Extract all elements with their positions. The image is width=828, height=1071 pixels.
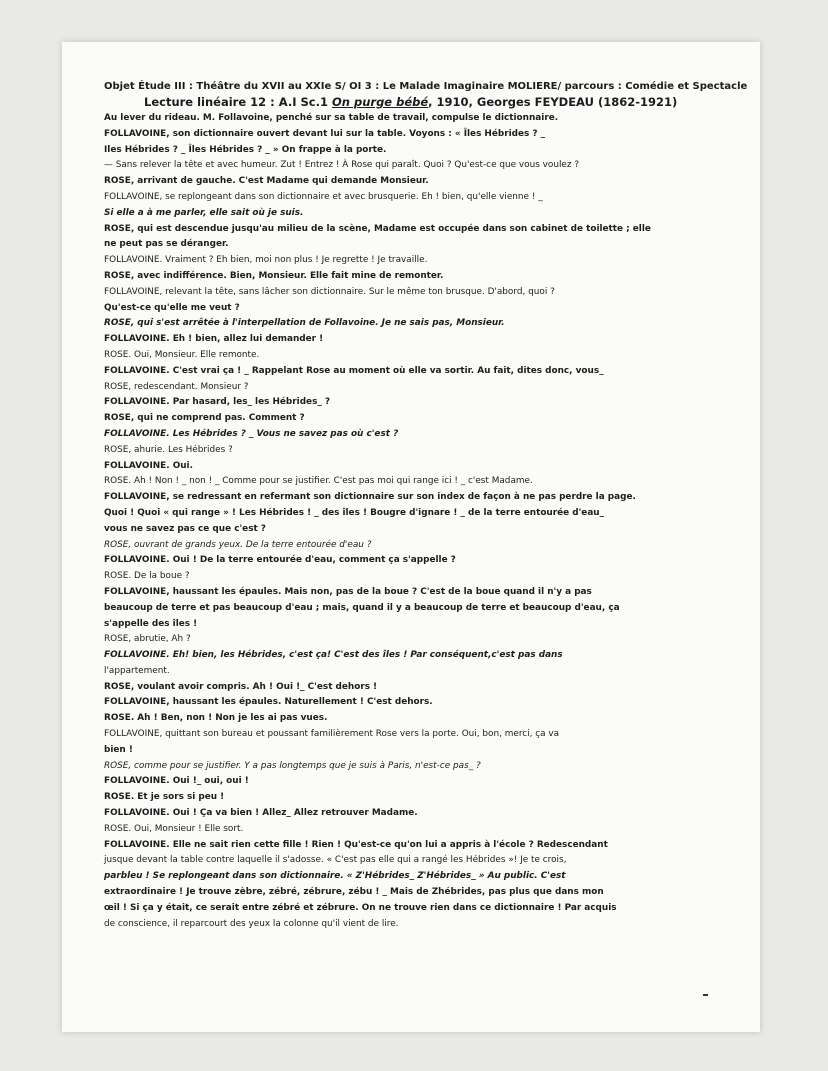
text-line: ROSE, voulant avoir compris. Ah ! Oui !_ C'est dehors ! bbox=[104, 681, 378, 692]
course-header: Objet Étude III : Théâtre du XVII au XXIe S/ OI 3 : Le Malade Imaginaire MOLIERE/ parcours : Comédie et Spectacle bbox=[104, 81, 748, 92]
text-line: FOLLAVOINE, se replongeant dans son dictionnaire et avec brusquerie. Eh ! bien, qu'elle vienne ! _ bbox=[104, 191, 543, 202]
text-line: FOLLAVOINE, relevant la tête, sans lâcher son dictionnaire. Sur le même ton brusque. D'abord, quoi ? bbox=[104, 286, 555, 297]
title-suffix: , 1910, Georges FEYDEAU (1862-1921) bbox=[428, 95, 678, 109]
text-line: ROSE. Oui, Monsieur. Elle remonte. bbox=[104, 349, 260, 360]
text-line: FOLLAVOINE. Oui !_ oui, oui ! bbox=[104, 776, 249, 787]
text-line: ROSE, avec indifférence. Bien, Monsieur. Elle fait mine de remonter. bbox=[104, 270, 444, 281]
text-line: FOLLAVOINE, haussant les épaules. Naturellement ! C'est dehors. bbox=[104, 697, 433, 708]
text-line: ROSE, comme pour se justifier. Y a pas longtemps que je suis à Paris, n'est-ce pas_ ? bbox=[104, 760, 481, 771]
text-line: ne peut pas se déranger. bbox=[104, 239, 229, 250]
text-line: ROSE. Oui, Monsieur ! Elle sort. bbox=[104, 823, 244, 834]
text-line: FOLLAVOINE. Elle ne sait rien cette fille ! Rien ! Qu'est-ce qu'on lui a appris à l'école ? Redescendant bbox=[104, 839, 608, 850]
text-line: ROSE, qui ne comprend pas. Comment ? bbox=[104, 413, 305, 424]
text-line: FOLLAVOINE, quittant son bureau et poussant familièrement Rose vers la porte. Oui, bon, merci, ça va bbox=[104, 729, 560, 740]
text-line: Au lever du rideau. M. Follavoine, penché sur sa table de travail, compulse le dictionnaire. bbox=[104, 113, 559, 123]
text-line: Quoi ! Quoi « qui range » ! Les Hébrides ! _ des îles ! Bougre d'ignare ! _ de la terre entourée d'eau_ bbox=[104, 507, 605, 518]
reading-title bbox=[144, 94, 710, 110]
text-line: FOLLAVOINE. Oui ! Ça va bien ! Allez_ Allez retrouver Madame. bbox=[104, 808, 418, 819]
text-line: s'appelle des îles ! bbox=[104, 618, 198, 629]
document-page bbox=[62, 42, 760, 1032]
title-prefix: Lecture linéaire 12 : A.I Sc.1 bbox=[144, 95, 328, 109]
text-line: FOLLAVOINE. C'est vrai ça ! _ Rappelant Rose au moment où elle va sortir. Au fait, dites donc, vous_ bbox=[104, 365, 604, 376]
text-line: ROSE, ouvrant de grands yeux. De la terre entourée d'eau ? bbox=[104, 539, 372, 550]
text-line: Iles Hébrides ? _ Îles Hébrides ? _ » On frappe à la porte. bbox=[104, 144, 387, 155]
text-line: bien ! bbox=[104, 744, 133, 755]
text-line: FOLLAVOINE. Eh ! bien, allez lui demander ! bbox=[104, 334, 324, 345]
page-mark bbox=[703, 994, 708, 996]
text-line: FOLLAVOINE. Oui ! De la terre entourée d'eau, comment ça s'appelle ? bbox=[104, 555, 456, 566]
text-line: beaucoup de terre et pas beaucoup d'eau ; mais, quand il y a beaucoup de terre et beaucoup d'eau, ça bbox=[104, 602, 620, 613]
text-line: œil ! Si ça y était, ce serait entre zébré et zébrure. On ne trouve rien dans ce dictionnaire ! Par acquis bbox=[104, 902, 617, 913]
text-line: ROSE, redescendant. Monsieur ? bbox=[104, 381, 249, 392]
text-line: ROSE, abrutie, Ah ? bbox=[104, 634, 191, 645]
text-line: vous ne savez pas ce que c'est ? bbox=[104, 523, 266, 534]
text-line: ROSE. Ah ! Non ! _ non ! _ Comme pour se justifier. C'est pas moi qui range ici ! _ c'est Madame. bbox=[104, 476, 533, 487]
text-line: ROSE. Et je sors si peu ! bbox=[104, 792, 225, 803]
text-line: parbleu ! Se replongeant dans son dictionnaire. « Z'Hébrides_ Z'Hébrides_ » Au public. C'est bbox=[104, 871, 566, 882]
work-title: On purge bébé bbox=[332, 95, 429, 109]
text-line: FOLLAVOINE. Les Hébrides ? _ Vous ne savez pas où c'est ? bbox=[104, 428, 399, 439]
text-line: FOLLAVOINE, haussant les épaules. Mais non, pas de la boue ? C'est de la boue quand il n'y a pas bbox=[104, 586, 592, 597]
text-line: Qu'est-ce qu'elle me veut ? bbox=[104, 302, 240, 313]
text-line: ROSE, qui est descendue jusqu'au milieu de la scène, Madame est occupée dans son cabinet de toilette ; elle bbox=[104, 223, 651, 234]
text-line: ROSE. Ah ! Ben, non ! Non je les ai pas vues. bbox=[104, 713, 328, 724]
text-line: ROSE, ahurie. Les Hébrides ? bbox=[104, 444, 233, 455]
text-line: — Sans relever la tête et avec humeur. Zut ! Entrez ! À Rose qui paraît. Quoi ? Qu'est-ce que vous voulez ? bbox=[104, 160, 580, 171]
document-content bbox=[104, 80, 748, 932]
play-excerpt bbox=[104, 111, 710, 932]
text-line: l'appartement. bbox=[104, 665, 170, 676]
text-line: ROSE, arrivant de gauche. C'est Madame qui demande Monsieur. bbox=[104, 176, 429, 187]
text-line: FOLLAVOINE, son dictionnaire ouvert devant lui sur la table. Voyons : « Îles Hébrides ? _ bbox=[104, 128, 546, 139]
text-line: extraordinaire ! Je trouve zèbre, zébré, zébrure, zébu ! _ Mais de Zhébrides, pas plus que dans mon bbox=[104, 887, 604, 898]
text-line: de conscience, il reparcourt des yeux la colonne qu'il vient de lire. bbox=[104, 918, 399, 929]
text-line: ROSE. De la boue ? bbox=[104, 571, 190, 582]
text-line: FOLLAVOINE. Eh! bien, les Hébrides, c'est ça! C'est des îles ! Par conséquent,c'est pas dans bbox=[104, 650, 563, 661]
text-line: FOLLAVOINE, se redressant en refermant son dictionnaire sur son index de façon à ne pas perdre la page. bbox=[104, 492, 636, 503]
text-line: jusque devant la table contre laquelle il s'adosse. « C'est pas elle qui a rangé les Hébrides »! Je te crois, bbox=[104, 855, 567, 866]
text-line: Si elle a à me parler, elle sait où je suis. bbox=[104, 207, 304, 218]
text-line: FOLLAVOINE. Par hasard, les_ les Hébrides_ ? bbox=[104, 397, 331, 408]
text-line: ROSE, qui s'est arrêtée à l'interpellation de Follavoine. Je ne sais pas, Monsieur. bbox=[104, 318, 505, 329]
text-line: FOLLAVOINE. Oui. bbox=[104, 460, 193, 471]
text-line: FOLLAVOINE. Vraiment ? Eh bien, moi non plus ! Je regrette ! Je travaille. bbox=[104, 255, 428, 266]
